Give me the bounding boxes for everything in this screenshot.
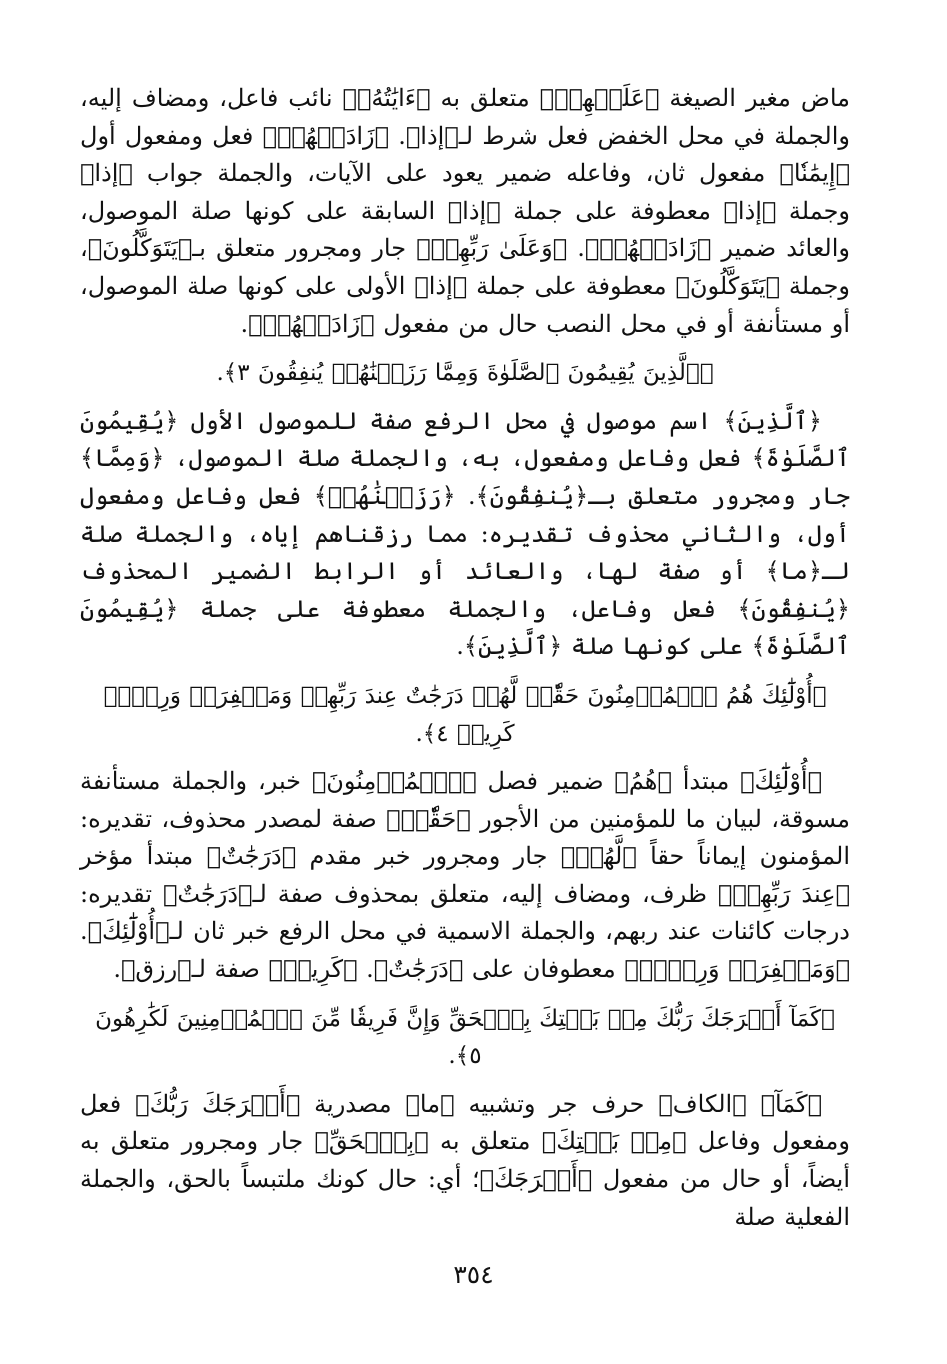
page-number: ٣٥٤ bbox=[453, 1260, 494, 1289]
paragraph-commentary-ayah-4: ﴿أُوْلَٰٓئِكَ﴾ مبتدأ ﴿هُمُ﴾ ضمير فصل ﴿ٱلۡمُؤۡمِنُونَ﴾ خبر، والجملة مستأنفة مسوقة، لبيان ما للمؤمنين من الأجور ﴿حَقّٗاۚ﴾ صفة لمصدر محذوف، تقديره: المؤمنون إيماناً حقاً ﴿لَّهُمۡ﴾ جار ومجرور خبر مقدم ﴿دَرَجَٰتٌ﴾ مبتدأ مؤخر ﴿عِندَ رَبِّهِمۡ﴾ ظرف، ومضاف إليه، متعلق بمحذوف صفة لـ﴿دَرَجَٰتٌ﴾ تقديره: درجات كائنات عند ربهم، والجملة الاسمية في محل الرفع خبر ثان لـ﴿أُوْلَٰٓئِكَ﴾. ﴿وَمَغۡفِرَةٞ وَرِزۡقٞ﴾ معطوفان على ﴿دَرَجَٰتٌ﴾. ﴿كَرِيمٞ﴾ صفة لـ﴿رزق﴾. bbox=[80, 767, 850, 984]
ayah-3: ﴿ٱلَّذِينَ يُقِيمُونَ ٱلصَّلَوٰةَ وَمِمَّا رَزَقۡنَٰهُمۡ يُنفِقُونَ ٣﴾. bbox=[216, 360, 714, 387]
paragraph-commentary-ayah-5: ﴿كَمَآ﴾ ﴿الكاف﴾ حرف جر وتشبيه ﴿ما﴾ مصدرية ﴿أَخۡرَجَكَ رَبُّكَ﴾ فعل ومفعول وفاعل ﴿مِنۢ بَيۡتِكَ﴾ متعلق به ﴿بِٱلۡحَقِّ﴾ جار ومجرور متعلق به أيضاً، أو حال من مفعول ﴿أَخۡرَجَكَ﴾؛ أي: حال كونك ملتبساً بالحق، والجملة الفعلية صلة bbox=[80, 1089, 850, 1231]
paragraph-commentary-ayah-2: ماض مغير الصيغة ﴿عَلَيۡهِمۡ﴾ متعلق به ﴿ءَايَٰتُهُۥ﴾ نائب فاعل، ومضاف إليه، والجملة في محل الخفض فعل شرط لـ﴿إذا﴾. ﴿زَادَتۡهُمۡ﴾ فعل ومفعول أول ﴿إِيمَٰنٗا﴾ مفعول ثان، وفاعله ضمير يعود على الآيات، والجملة جواب ﴿إذا﴾ وجملة ﴿إذا﴾ معطوفة على جملة ﴿إذا﴾ السابقة على كونها صلة الموصول، والعائد ضمير ﴿زَادَتۡهُمۡ﴾. ﴿وَعَلَىٰ رَبِّهِمۡ﴾ جار ومجرور متعلق بـ﴿يَتَوَكَّلُونَ﴾، وجملة ﴿يَتَوَكَّلُونَ﴾ معطوفة على جملة ﴿إذا﴾ الأولى على كونها صلة الموصول، أو مستأنفة أو في محل النصب حال من مفعول ﴿زَادَتۡهُمۡ﴾. bbox=[80, 84, 851, 338]
paragraph-commentary-ayah-3: ﴿ٱلَّذِينَ﴾ اسم موصول في محل الرفع صفة للموصول الأول ﴿يُقِيمُونَ ٱلصَّلَوٰةَ﴾ فعل وفاعل ومفعول، به، والجملة صلة الموصول، ﴿وَمِمَّا﴾ جار ومجرور متعلق بـ﴿يُنفِقُونَ﴾. ﴿رَزَقۡنَٰهُمۡ﴾ فعل وفاعل ومفعول أول، والثاني محذوف تقديره: مما رزقناهم إياه، والجملة صلة لـ﴿ما﴾ أو صفة لها، والعائد أو الرابط الضمير المحذوف ﴿يُنفِقُونَ﴾ فعل وفاعل، والجملة معطوفة على جملة ﴿يُقِيمُونَ ٱلصَّلَوٰةَ﴾ على كونها صلة ﴿ٱلَّذِينَ﴾. bbox=[80, 406, 850, 661]
ayah-5: ﴿كَمَآ أَخۡرَجَكَ رَبُّكَ مِنۢ بَيۡتِكَ بِٱلۡحَقِّ وَإِنَّ فَرِيقٗا مِّنَ ٱلۡمُؤۡمِنِينَ لَكَٰرِهُونَ ٥﴾. bbox=[95, 1005, 835, 1070]
ayah-4: ﴿أُوْلَٰٓئِكَ هُمُ ٱلۡمُؤۡمِنُونَ حَقّٗاۚ لَّهُمۡ دَرَجَٰتٌ عِندَ رَبِّهِمۡ وَمَغۡفِرَةٞ وَرِزۡقٞ كَرِيمٞ ٤﴾. bbox=[103, 682, 827, 747]
page-body bbox=[80, 80, 850, 1236]
